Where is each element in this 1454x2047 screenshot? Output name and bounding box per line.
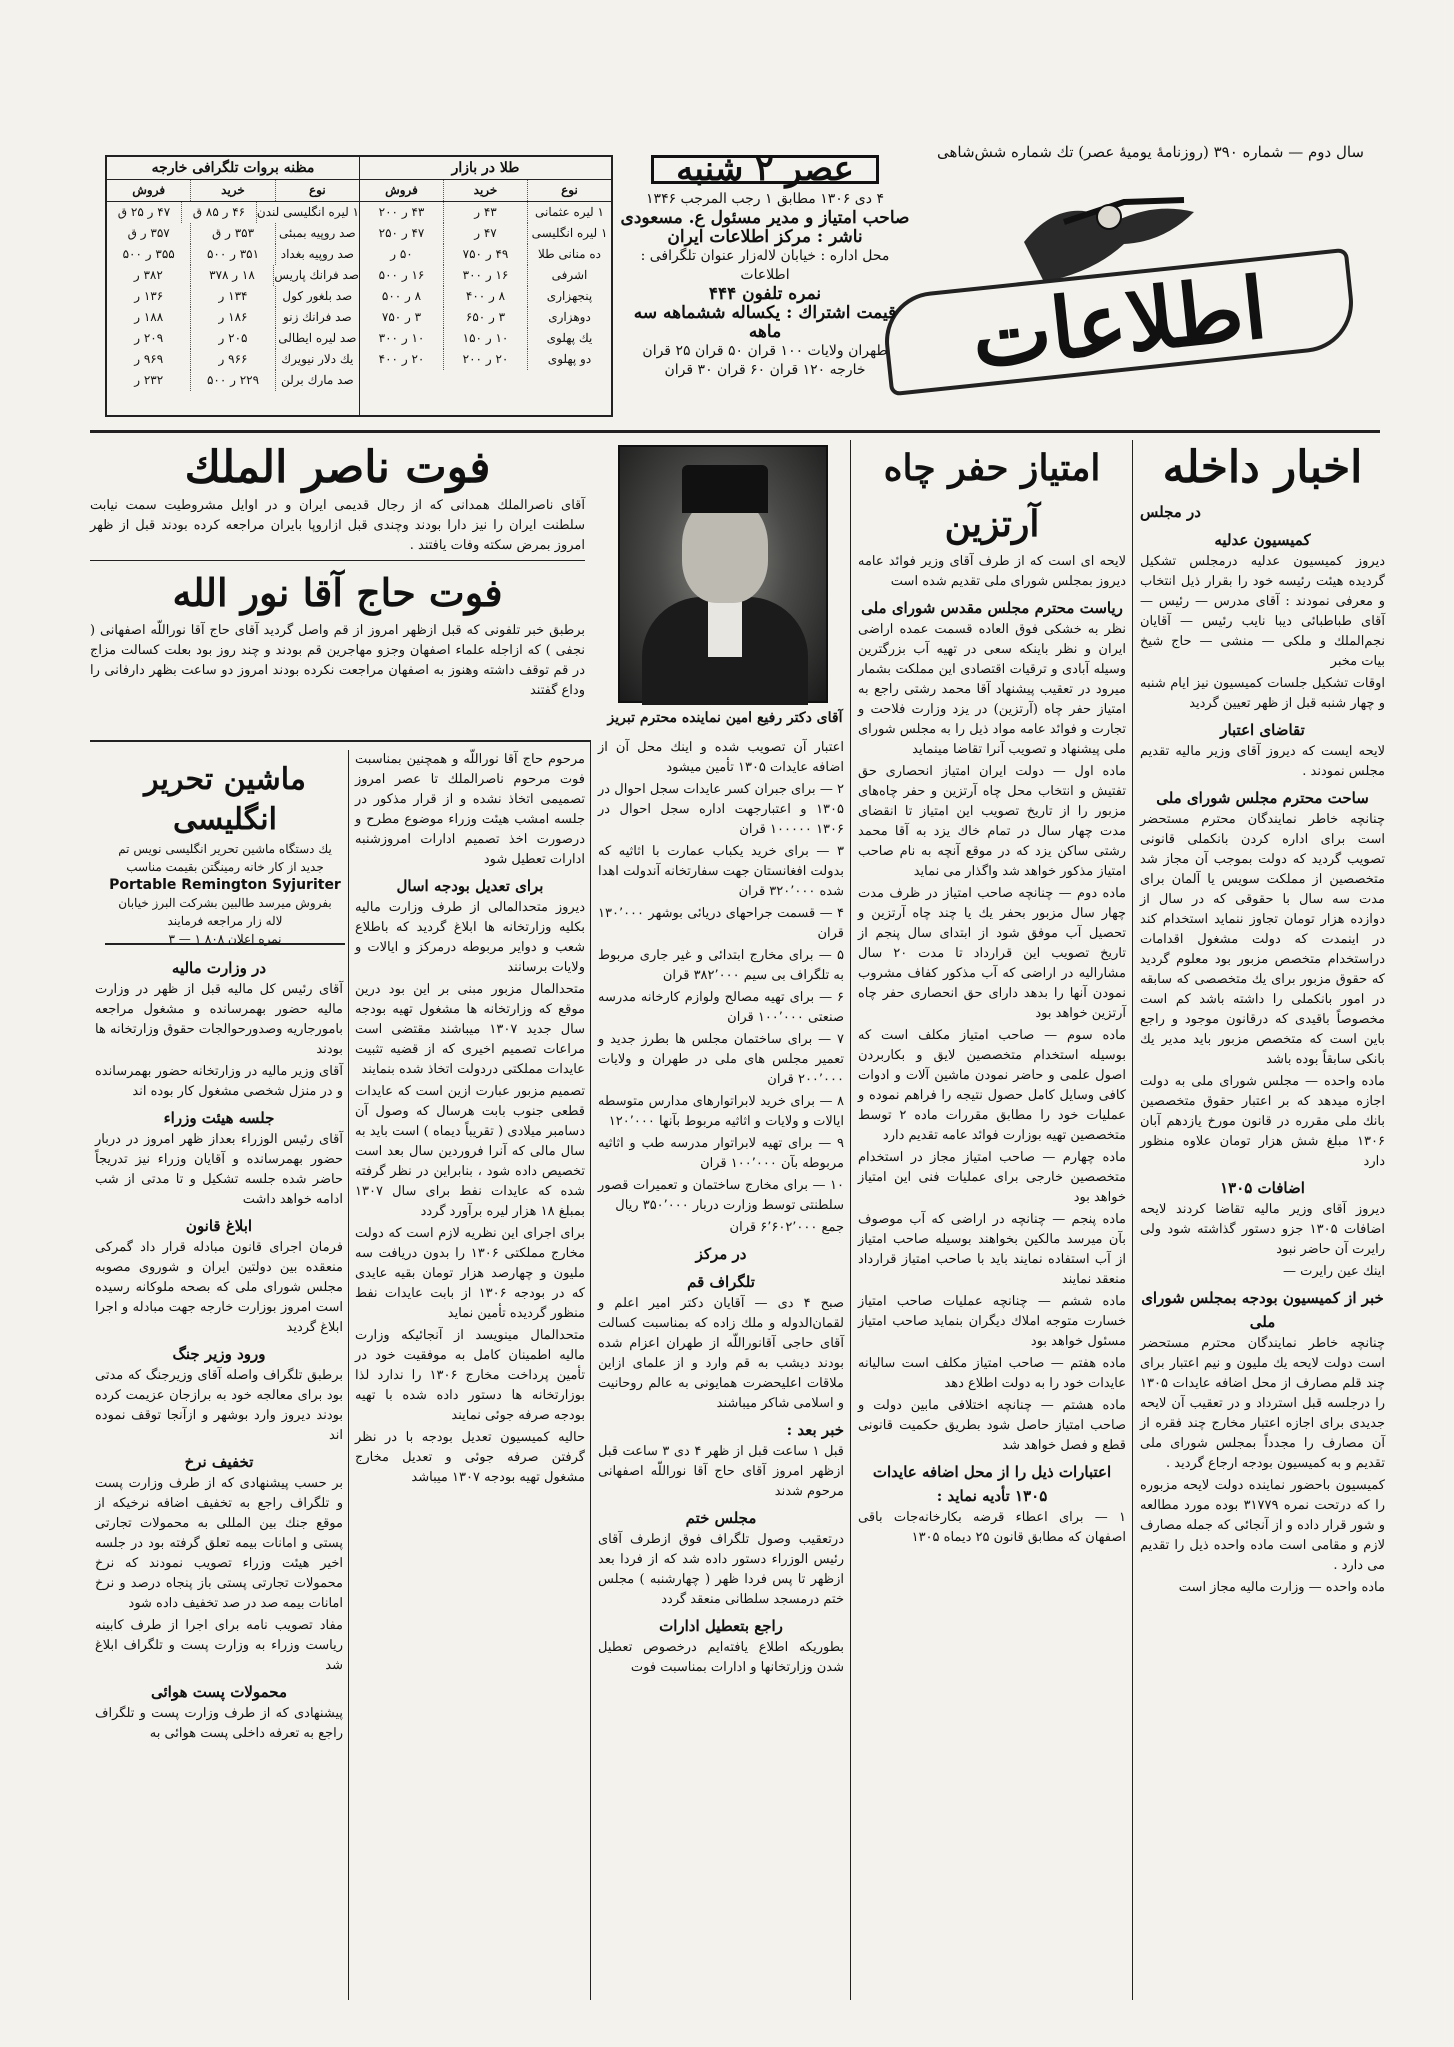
table-row [107, 307, 359, 328]
article-text: ماده اول — دولت ایران امتیاز انحصاری حق تفتیش و انتخاب محل چاه آرتزین و حفر چاه‌های مزبور را از تاریخ تصویب این امتیاز تا انقضای مدت چهار سال در تمام خاك یزد به آقا محمد رشتی ساکن یزد که در موقع آنچه به نام صاحب امتیاز مذکور خواهد شد واگذار می نماید [858, 764, 1126, 879]
photo-caption: آقای دکتر رفیع امین نماینده محترم تبریز [607, 710, 843, 726]
article-text: چنانچه خاطر نمایندگان محترم مستحضر است دولت لایحه يك ملیون و نیم اعتبار برای چند قلم مصارف از محل اضافه عایدات ۱۳۰۵ را درجلسه قبل استرداد و در تعقیب آن لایحه جدیدی برای اجازه اعتبار مخارج چند فقره از آن مصارف را مجدداً بمجلس شورای ملی تقدیم و به کمیسیون بودجه ارجاع گردید . [1140, 1336, 1385, 1471]
article-heading: خبر از کمیسیون بودجه بمجلس شورای ملی [1141, 1289, 1384, 1331]
article-title: امتیاز حفر چاه آرتزین [883, 447, 1101, 545]
table-cell: ۳۵۳ ر ق [190, 223, 274, 244]
table-cell: ۳۸۲ ر [133, 268, 163, 282]
subscription-tehran: طهران ولایات ۱۰۰ قران ۵۰ قران ۲۵ قران [642, 343, 888, 359]
column-credits-center [598, 738, 844, 2000]
column-rule [590, 740, 591, 2000]
table-cell: ده منانی طلا [527, 244, 611, 265]
table-row [360, 286, 611, 307]
masthead-divider [90, 430, 1380, 433]
article-text: ۷ — برای ساختمان مجلس ها بطرز جدید و تعمیر مجلس های ملی در طهران و ولایات ۲۰۰٬۰۰۰ قران [598, 1032, 844, 1087]
article-text: آقای رئیس کل مالیه قبل از ظهر در وزارت مالیه حضور بهمرسانده و مشغول مراجعه بامورجاریه وصدورحوالجات حقوق وزارتخانه ها بودند [95, 982, 343, 1057]
column-budget [355, 750, 585, 2000]
fx-table-title: مظنه بروات تلگرافی خارجه [107, 157, 359, 180]
article-text: بر حسب پیشنهادی که از طرف وزارت پست و تلگراف راجع به تخفیف اضافه نرخیکه از موقع جنك بین المللی به محمولات تجارتی پستی و امانات بیمه تعلق گرفته بود در جلسه اخیر هیئت وزراء تصویب نمودند که نرخ محمولات تجارتی پستی باز پنجاه درصد و نرخ امانات بیمه صد در صد تخفیف داده شود [95, 1476, 343, 1611]
table-cell: ۱ لیره انگلیسی لندن [256, 202, 359, 223]
section-divider [90, 740, 590, 742]
article-heading: مجلس ختم [685, 1509, 757, 1527]
gold-price-table [359, 157, 611, 415]
typewriter-advertisement [105, 760, 345, 945]
table-row [107, 328, 359, 349]
section-title: اخبار داخله [1162, 442, 1363, 493]
portrait-photo [618, 445, 828, 703]
article-heading: اضافات ۱۳۰۵ [1220, 1179, 1305, 1197]
table-cell: ۲۳۲ ر [134, 373, 164, 387]
table-cell: ۴۳ ر ۲۰۰ [378, 205, 425, 219]
column-artesian-well [858, 440, 1126, 2000]
article-text: ماده واحده — مجلس شورای ملی به دولت اجازه میدهد که بر اعتبار حقوق متخصصین بانك ملی مقرره در قانون مورخ یازدهم آبان ۱۳۰۶ مبلغ شش هزار تومان علاوه منظور دارد [1140, 1074, 1385, 1169]
article-heading: تقاضای اعتبار [1220, 721, 1305, 739]
table-cell: صد فرانك پاریس [273, 265, 359, 286]
table-cell: ۱۶ ر ۳۰۰ [443, 265, 527, 286]
price-tables [105, 155, 613, 417]
masthead-logo [844, 172, 1364, 422]
article-text: مرحوم حاج آقا نوراللّه و همچنین بمناسبت فوت مرحوم ناصرالملك تا عصر امروز تصمیمی اتخاذ نشده و از قرار مذکور در جلسه امشب هیئت وزراء موضوع مطرح و درصورت اخذ تصمیم ادارات امروزشنبه ادارات تعطیل شود [355, 752, 585, 867]
article-heading: ابلاغ قانون [185, 1217, 253, 1235]
ad-number: نمره اعلان ۸۰۸ ۱ — ۳ [168, 932, 282, 946]
ad-line: بفروش میرسد طالبین بشرکت البرز خیابان [118, 896, 332, 910]
article-heading: در مرکز [695, 1245, 747, 1263]
gold-table-title: طلا در بازار [360, 157, 611, 180]
article-text: آقای رئیس الوزراء بعداز ظهر امروز در دربار حضور بهمرسانده و آقایان وزراء نیز تدریجاً حاضر شده جلسه تشکیل و تا مدتی از شب ادامه خواهد داشت [95, 1132, 343, 1207]
table-cell: ۱۰ ر ۱۵۰ [443, 328, 527, 349]
table-cell: ۸ ر ۴۰۰ [443, 286, 527, 307]
table-cell: ۱۸۸ ر [134, 310, 164, 324]
article-text: دیروز کمیسیون عدلیه درمجلس تشکیل گردیده هیئت رئیسه خود را بقرار ذیل انتخاب و معرفی نمودند : آقای مدرس — رئیس — آقای طباطبائی دیبا نایب رئیس — آقایان نجم‌الملك و ملکی — منشی — حاج شیخ بیات مخبر [1140, 554, 1385, 669]
table-cell: ۹۶۶ ر [190, 349, 274, 370]
article-text: جمع ۶٬۶۰۲٬۰۰۰ قران [729, 1220, 844, 1235]
subscription-line: قیمت اشتراك : یکساله ششماهه سه ماهه [633, 303, 897, 342]
table-cell: ۵۰ ر [390, 247, 413, 261]
table-cell: صد مارك برلن [275, 370, 359, 391]
table-cell: صد لیره ایطالی [275, 328, 359, 349]
article-text: متحدالمال مینویسد از آنجائیکه وزارت مالیه اطمینان کامل به موفقیت خود در تأمین پرداخت مخارج ۱۳۰۶ را ندارد لذا بوزارتخانه ها دستور داده شده با تهیه بودجه صرفه جوئی نمایند [355, 1328, 585, 1423]
article-text: ماده هفتم — صاحب امتیاز مکلف است سالیانه عایدات خود را به دولت اطلاع دهد [858, 1356, 1126, 1391]
article-heading: ریاست محترم مجلس مقدس شورای ملی [861, 599, 1123, 617]
article-text: حالیه کمیسیون تعدیل بودجه با در نظر گرفتن صرفه جوئی و تعدیل مخارج مشغول تهیه بودجه ۱۳۰۷ میباشد [355, 1430, 585, 1485]
table-cell: دو پهلوی [527, 349, 611, 370]
table-row [360, 202, 611, 223]
table-row [107, 286, 359, 307]
table-cell: ۴۷ ر [443, 223, 527, 244]
header-cell: خرید [190, 180, 274, 201]
article-heading: جلسه هیئت وزراء [163, 1109, 275, 1127]
publisher-line: ناشر : مرکز اطلاعات ایران [667, 227, 863, 247]
table-header [107, 180, 359, 202]
column-rule [1132, 440, 1133, 2000]
table-row [107, 370, 359, 391]
article-text: ۸ — برای خرید لابراتوارهای مدارس متوسطه ایالات و ولایات و اثاثیه مربوط بآنها ۱۲۰٬۰۰۰ [598, 1094, 844, 1129]
article-text: ماده هشتم — چنانچه اختلافی مابین دولت و صاحب امتیاز حاصل شود بطریق حکمیت قانونی قطع و فصل خواهد شد [858, 1398, 1126, 1453]
article-text: لایحه ایست که دیروز آقای وزیر مالیه تقدیم مجلس نمودند . [1140, 744, 1385, 779]
article-text: برای اجرای این نظریه لازم است که دولت مخارج مملکتی ۱۳۰۶ را بدون دریافت سه ملیون و چهارصد هزار تومان بقیه عایدی که در بودجه ۱۳۰۶ از بابت عایدات نفط منظور گردیده تأمین نماید [355, 1226, 585, 1321]
date-line: ۴ دی ۱۳۰۶ مطابق ۱ رجب المرجب ۱۳۴۶ [646, 191, 884, 207]
owner-line: صاحب امتیاز و مدیر مسئول ع. مسعودی [620, 208, 910, 228]
table-row [360, 328, 611, 349]
article-heading: تخفیف نرخ [184, 1453, 254, 1471]
article-text: فرمان اجرای قانون مبادله قرار داد گمرکی منعقده بین دولتین ایران و شوروی مصوبه مجلس شورای ملی که بصحه ملوکانه رسیده است امروز بوزارت خارجه جهت مبادله و اجرا ابلاغ گردید [95, 1240, 343, 1335]
ad-line: جدید از کار خانه رمینگتن بقیمت مناسب [126, 860, 324, 874]
table-cell: ۲۲۹ ر ۵۰۰ [190, 370, 274, 391]
table-cell: ۲۰۵ ر [190, 328, 274, 349]
table-cell: ۳۵۱ ر ۵۰۰ [190, 244, 274, 265]
table-row [107, 223, 359, 244]
article-text: چنانچه خاطر نمایندگان محترم مستحضر است برای اداره کردن بانکملی قانونی تصویب گردید که دولت بموجب آن مجاز شد متخصصین از مملکت سویس یا آلمان برای مدت سه سال با حقوقی که در سال از دوازده هزار تومان تجاوز ننماید استخدام کند در اینمدت که دولت مشغول اقدامات دراستخدام متخصص مزبور بود معلوم گردید که حقوق مزبور برای يك متخصصی که سابقه در امور بانکملی را داشته باشد کم است مخصوصاً باقیدی که درقانون موجود و راجع باین است که متخصص مزبور باید مدیر يك بانکی سابقاً بوده باشد [1140, 812, 1385, 1067]
table-cell: ۳ ر ۶۵۰ [443, 307, 527, 328]
photo-collar [708, 597, 742, 657]
article-text: ماده پنجم — چنانچه در اراضی که آب موصوف بآن میرسد مالکین بخواهند بوسیله صاحب امتیاز از آب استفاده نمایند باید با صاحب امتیاز قرارداد منعقد نمایند [858, 1212, 1126, 1287]
table-cell: ۱۸۶ ر [190, 307, 274, 328]
table-row [360, 265, 611, 286]
ad-product-name: Portable Remington Syjuriter [109, 877, 341, 893]
article-text: آقای وزیر مالیه در وزارتخانه حضور بهمرسانده و در منزل شخصی مشغول کار بوده اند [95, 1064, 343, 1099]
issue-meta-line: سال دوم — شماره ۳۹۰ (روزنامهٔ یومیهٔ عصر) تك شماره شش‌شاهی [936, 143, 1364, 161]
table-cell: ۲۰۹ ر [134, 331, 164, 345]
header-cell: نوع [527, 180, 611, 201]
table-row [107, 202, 359, 223]
article-text: بطوریکه اطلاع یافته‌ایم درخصوص تعطیل شدن وزارتخانها و ادارات بمناسبت فوت [598, 1640, 844, 1675]
column-rule [850, 440, 851, 2000]
table-cell: ۲۰ ر ۴۰۰ [378, 352, 425, 366]
table-cell: ۴۳ ر [443, 202, 527, 223]
article-text: ماده چهارم — صاحب امتیاز مجاز در استخدام متخصصین خارجی برای عملیات فنی این امتیاز خواهد بود [858, 1150, 1126, 1205]
table-row [360, 349, 611, 370]
article-heading: برای تعدیل بودجه اسال [396, 877, 544, 895]
article-text: ماده دوم — چنانچه صاحب امتیاز در ظرف مدت چهار سال مزبور بحفر يك یا چند چاه آرتزین و تحصیل آب موفق شود از ابتدای سال پنجم از تاریخ تصویب این قرارداد تا مدت ۲۰ سال مشارالیه در اراضی که آب مذکور کفاف مشروب نمودن آنها را بدهد دارای حق انحصاری حفر چاه آرتزین خواهد بود [858, 886, 1126, 1021]
article-text: آقای ناصرالملك همدانی که از رجال قدیمی ایران و در اوایل مشروطیت سمت نیابت سلطنت ایران را نیز دارا بودند وچندی قبل ازاروپا بایران مراجعه کرده بودند قبل از ظهر امروز بمرض سکته وفات یافتند . [90, 498, 585, 553]
table-cell: ۳۵۵ ر ۵۰۰ [122, 247, 175, 261]
table-cell: اشرفی [527, 265, 611, 286]
table-row [360, 223, 611, 244]
article-text: برطبق تلگراف واصله آقای وزیرجنگ که مدتی بود برای معالجه خود به برازجان عزیمت کرده بودند دیروز وارد بوشهر و ازآنجا توقف نموده اند [95, 1368, 343, 1443]
paper-edition-title: عصر ۲ شنبه [651, 155, 879, 184]
article-text: ۵ — برای مخارج ابتدائی و غیر جاری مربوط به تلگراف بی سیم ۳۸۲٬۰۰۰ قران [598, 948, 844, 983]
article-text: درتعقیب وصول تلگراف فوق ازطرف آقای رئیس الوزراء دستور داده شد که از فردا بعد ازظهر تا پس فردا ظهر ( چهارشنبه ) مجلس ختم درمسجد سلطانی منعقد گردد [598, 1532, 844, 1607]
article-heading: محمولات پست هوائی [150, 1683, 288, 1701]
office-line: محل اداره : خیابان لاله‌زار عنوان تلگرافی : اطلاعات [640, 248, 890, 283]
article-text: ماده ششم — چنانچه عملیات صاحب امتیاز خسارت متوجه املاك دیگران بنماید صاحب امتیاز مسئول خواهد بود [858, 1294, 1126, 1349]
ad-line: لاله زار مراجعه فرمایند [167, 914, 283, 928]
article-heading: تلگراف قم [687, 1273, 755, 1291]
article-text: دیروز آقای وزیر مالیه تقاضا کردند لایحه اضافات ۱۳۰۵ جزو دستور گذاشته شود ولی رایرت آن حاضر نبود [1140, 1202, 1385, 1257]
ad-line: يك دستگاه ماشین تحریر انگلیسی نویس تم [118, 842, 332, 856]
article-text: اوقات تشکیل جلسات کمیسیون نیز ایام شنبه و چهار شنبه قبل از ظهر تعیین گردید [1140, 676, 1385, 711]
table-cell: ۳۵۷ ر ق [127, 226, 170, 240]
table-body [360, 202, 611, 370]
article-heading: اعتبارات ذیل را از محل اضافه عایدات ۱۳۰۵ تأدیه نماید : [872, 1463, 1112, 1505]
article-text: ۹ — برای تهیه لابراتوار مدرسه طب و اثاثیه مربوطه بآن ۱۰۰٬۰۰۰ قران [598, 1136, 844, 1171]
masthead-center [615, 149, 915, 380]
header-cell: فروش [385, 183, 418, 197]
table-cell: یك دلار نیویرك [275, 349, 359, 370]
table-row [107, 244, 359, 265]
divider [90, 560, 585, 561]
table-cell: صد بلغور کول [275, 286, 359, 307]
header-cell: فروش [132, 183, 166, 197]
table-cell: ۳ ر ۷۵۰ [381, 310, 422, 324]
article-text: ۱۰ — برای مخارج ساختمان و تعمیرات قصور سلطنتی توسط وزارت دربار ۳۵۰٬۰۰۰ ریال [598, 1178, 844, 1213]
column-ministry-news [95, 952, 343, 2000]
table-cell: ۱۶ ر ۵۰۰ [378, 268, 425, 282]
article-text: نظر به خشکی فوق العاده قسمت عمده اراضی ایران و نظر باینکه سعی در تهیه آب بزرگترین وسیله آبادی و ترقیات اقتصادی این مملکت بشمار میرود در تعقیب پیشنهاد آقا محمد رشتی راجع به امتیاز حفر چاه (آرتزین) در یزد وزارت فلاحت و تجارت و فوائد عامه مواد ذیل را به مجلس شورای ملی پیشنهاد و تصویب آنرا تقاضا مینماید [858, 622, 1126, 757]
table-cell: ۱ لیره عثمانی [527, 202, 611, 223]
photo-fez [682, 465, 768, 513]
article-text: ماده واحده — وزارت مالیه مجاز است [1178, 1580, 1385, 1595]
table-body [107, 202, 359, 391]
table-header [360, 180, 611, 202]
article-text: ۶ — برای تهیه مصالح ولوازم کارخانه مدرسه صنعتی ۱۰۰٬۰۰۰ قران [598, 990, 844, 1025]
obituary-title: فوت حاج آقا نور الله [172, 570, 503, 615]
article-text: ۱ — برای اعطاء قرضه بکارخانه‌جات باقی اصفهان که مطابق قانون ۲۵ دیماه ۱۳۰۵ [858, 1510, 1126, 1545]
article-text: تصمیم مزبور عبارت ازین است که عایدات قطعی جنوب بابت هرسال که وصول آن دسامبر میلادی ( تقریباً دیماه ) است باید به سال مالی که آنرا فروردین سال بعد است تخصیص داده شود ، بنابراین در نظر گرفته شده که عایدات نفط برای سال ۱۳۰۷ بمبلغ ۱۸ هزار لیره برآورد گردد [355, 1084, 585, 1219]
article-text: کمیسیون باحضور نماینده دولت لایحه مزبوره را که درتحت نمره ۳۱۷۷۹ بوده مورد مطالعه و شور قرار داده و از آنجائی که جمله مصارف لازم و مقامی است ماده واحده ذیل را تقدیم می دارد . [1140, 1478, 1385, 1573]
article-heading: ساحت محترم مجلس شورای ملی [1156, 789, 1369, 807]
article-text: لایحه ای است که از طرف آقای وزیر فوائد عامه دیروز بمجلس شورای ملی تقدیم شده است [858, 554, 1126, 589]
table-cell: ۸ ر ۵۰۰ [381, 289, 422, 303]
article-text: اینك عین رایرت — [1282, 1264, 1385, 1279]
table-cell: یك پهلوی [527, 328, 611, 349]
logo-text: اطلاعات [967, 257, 1271, 387]
article-heading: ورود وزیر جنگ [172, 1345, 266, 1363]
article-text: اعتبار آن تصویب شده و اینك محل آن از اضافه عایدات ۱۳۰۵ تأمین میشود [598, 740, 844, 775]
table-cell: ۴۹ ر ۷۵۰ [443, 244, 527, 265]
article-text: برطبق خبر تلفونی که قبل ازظهر امروز از قم واصل گردید آقای حاج آقا نوراللّه اصفهانی ( نجفی ) که ازاجله علماء اصفهان وجزو مهاجرین قم بودند و چند روز بود بعلت کسالت مزاج در قم توقف داشته وهنوز به اصفهان مراجعت نکرده بودند امروز دو ساعت بظهر دارفانی را وداع گفتند [90, 623, 585, 698]
header-cell: نوع [275, 180, 359, 201]
table-cell: ۱۳۶ ر [134, 289, 164, 303]
obituaries-block [90, 440, 585, 740]
subheading: در مجلس [1140, 503, 1201, 521]
column-domestic-news [1140, 440, 1385, 2000]
table-cell: ۱۸ ر ۳۷۸ [190, 265, 274, 286]
table-cell: ۴۷ ر ۲۵۰ [378, 226, 425, 240]
article-text: صبح ۴ دی — آقایان دکتر امیر اعلم و لقمان‌الدوله و ملك زاده که بمناسبت کسالت آقای حاجی آقانوراللّه از طهران اعزام شده بودند دیشب به قم وارد و از علمای ازاین ملاقات اعلیحضرت همایونی به عالم روحانیت و اسلامی شاکر میباشند [598, 1296, 844, 1411]
article-text: ۳ — برای خرید یکباب عمارت با اثاثیه که بدولت افغانستان جهت سفارتخانه آندولت اهدا شده ۳۲۰٬۰۰۰ قران [598, 844, 844, 899]
article-heading: خبر بعد : [786, 1421, 844, 1439]
article-text: متحدالمال مزبور مبنی بر این بود درین موقع که وزارتخانه ها مشغول تهیه بودجه سال جدید ۱۳۰۷ میباشند مقتضی است مراعات تصمیم اخیری که از قضیه تثبیت عایدات مملکتی دردولت اتخاذ شده بنمایند [355, 982, 585, 1077]
article-text: قبل ۱ ساعت قبل از ظهر ۴ دی ۳ ساعت قبل ازظهر امروز آقای حاج آقا نوراللّه اصفهانی مرحوم شدند [598, 1444, 845, 1499]
table-cell: ۲۰ ر ۲۰۰ [443, 349, 527, 370]
article-text: ماده سوم — صاحب امتیاز مکلف است که بوسیله استخدام متخصصین لایق و بکاربردن اصول علمی و حاضر نمودن ماشین آلات و ادوات کافی وسایل کامل حصول نتیجه را فراهم نموده و عملیات خود را مطابق مقررات ماده ۲ توسط متخصصین تهیه بوزارت فوائد عامه تقدیم دارد [858, 1028, 1127, 1143]
table-cell: ۹۶۹ ر [134, 352, 164, 366]
column-rule [348, 750, 349, 2000]
article-heading: کمیسیون عدلیه [1214, 531, 1311, 549]
article-text: مفاد تصویب نامه برای اجرا از طرف کابینه ریاست وزراء به وزارت پست و تلگراف ابلاغ شد [95, 1618, 343, 1673]
article-text: دیروز متحدالمالی از طرف وزارت مالیه بکلیه وزارتخانه ها ابلاغ گردید که باطلاع شعب و دوایر مربوطه درمرکز و ایالات و ولایات برسانند [355, 900, 585, 975]
table-cell: ۱ لیره انگلیسی [527, 223, 611, 244]
table-row [360, 244, 611, 265]
table-cell: ۱۳۴ ر [190, 286, 274, 307]
subscription-abroad: خارجه ۱۲۰ قران ۶۰ قران ۳۰ قران [664, 362, 866, 378]
obituary-title: فوت ناصر الملك [184, 442, 491, 493]
table-row [107, 349, 359, 370]
table-cell: ۴۷ ر ۲۵ ق [117, 205, 171, 219]
table-cell: پنجهزاری [527, 286, 611, 307]
table-cell: صد فرانك زنو [275, 307, 359, 328]
article-heading: در وزارت مالیه [171, 959, 267, 977]
table-cell: ۴۶ ر ۸۵ ق [181, 202, 256, 223]
table-row [360, 307, 611, 328]
table-cell: صد روپیه بمبئی [275, 223, 359, 244]
header-cell: خرید [443, 180, 527, 201]
article-text: پیشنهادی که از طرف وزارت پست و تلگراف راجع به تعرفه داخلی پست هوائی به [95, 1706, 343, 1741]
article-text: ۴ — قسمت جراحهای دریائی بوشهر ۱۳۰٬۰۰۰ قران [598, 906, 844, 941]
article-heading: راجع بتعطیل ادارات [659, 1617, 783, 1635]
phone-line: نمره تلفون ۴۴۴ [708, 284, 822, 304]
article-text: ۲ — برای جبران کسر عایدات سجل احوال در ۱۳۰۵ و اعتبارجهت اداره سجل احوال در ۱۳۰۶ ۱۰۰۰۰۰ قران [598, 782, 844, 837]
ad-title: ماشین تحریر انگلیسی [144, 762, 306, 837]
table-cell: دوهزاری [527, 307, 611, 328]
table-row [107, 265, 359, 286]
table-cell: ۱۰ ر ۳۰۰ [378, 331, 425, 345]
table-cell: صد روپیه بغداد [275, 244, 359, 265]
fx-rates-table [107, 157, 359, 415]
